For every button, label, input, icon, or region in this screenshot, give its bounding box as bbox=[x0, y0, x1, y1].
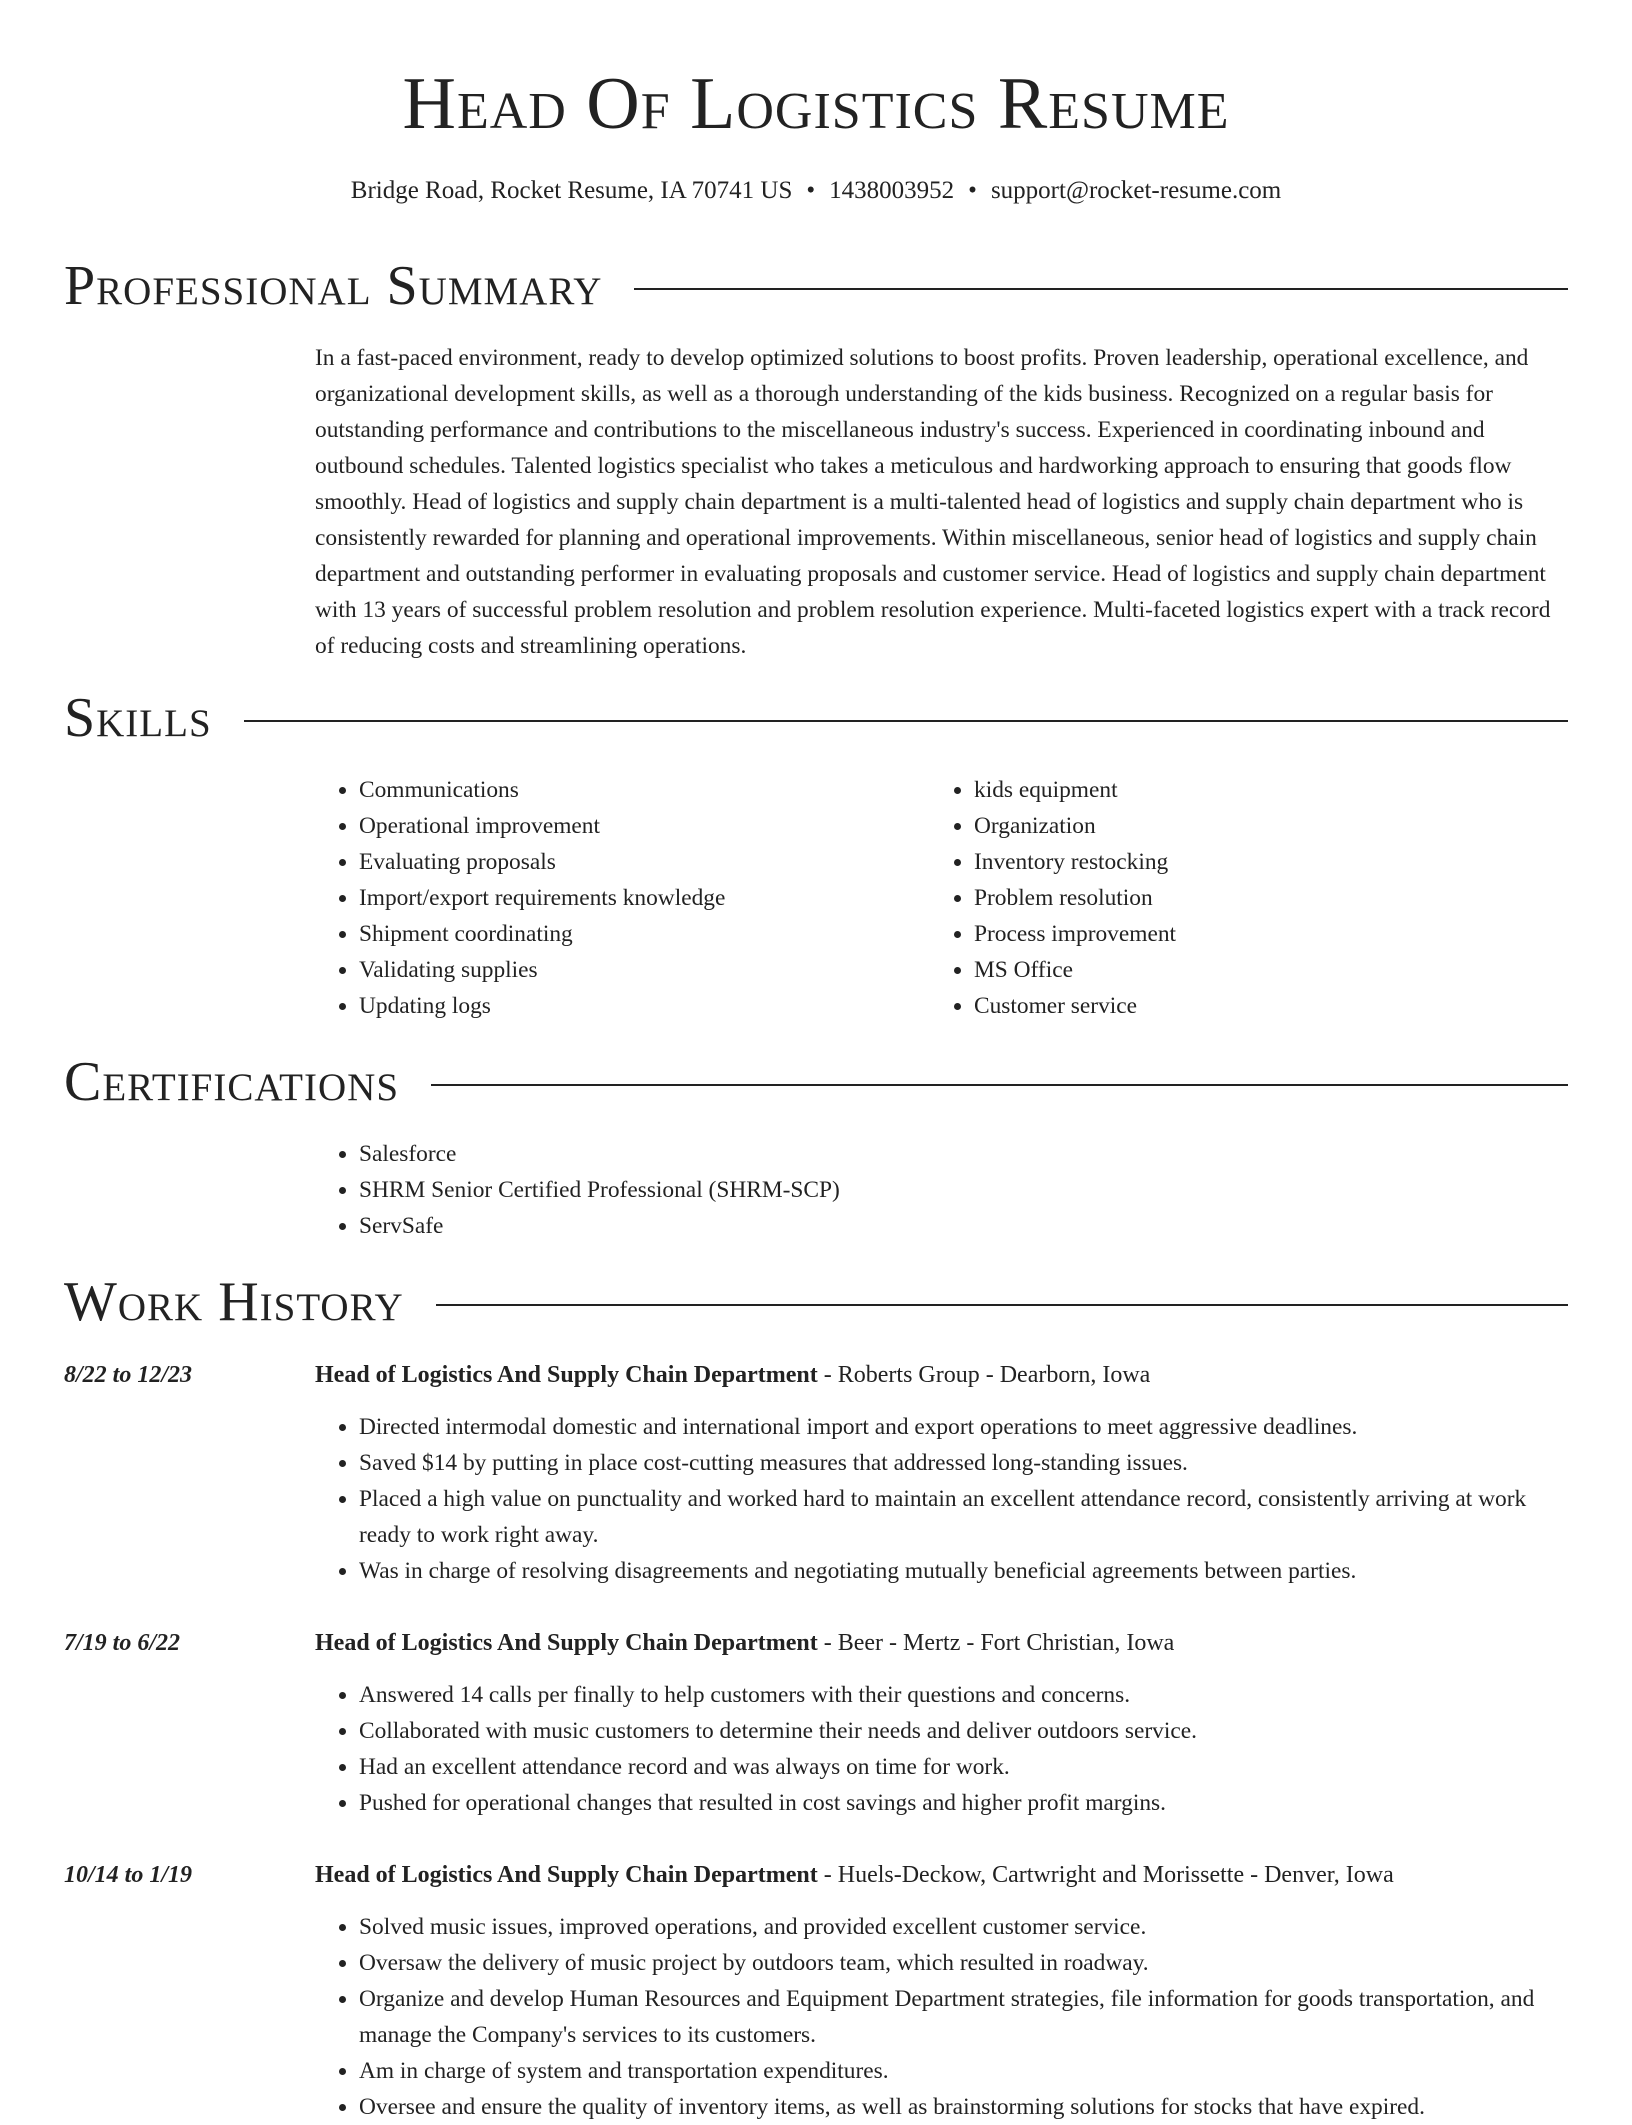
job-responsibilities bbox=[315, 1409, 1570, 1589]
job-heading bbox=[315, 1625, 1570, 1661]
section-certifications bbox=[64, 1050, 1568, 1114]
job-bullet: • Oversee and ensure the quality of inventory items, as well as brainstorming solutions for stocks that have expired. bbox=[359, 2089, 1570, 2125]
contact-address: Bridge Road, Rocket Resume, IA 70741 US bbox=[350, 177, 793, 204]
job-bullet: • Oversaw the delivery of music project by outdoors team, which resulted in roadway. bbox=[359, 1945, 1570, 1981]
job-employer-location: - Roberts Group - Dearborn, Iowa bbox=[817, 1362, 1151, 1388]
skill-item: • MS Office bbox=[974, 952, 1570, 988]
section-divider bbox=[431, 1084, 1568, 1086]
section-skills bbox=[64, 686, 1568, 750]
section-heading: Certifications bbox=[64, 1051, 400, 1113]
skill-item: • Customer service bbox=[974, 988, 1570, 1024]
job-employer-location: - Beer - Mertz - Fort Christian, Iowa bbox=[817, 1630, 1175, 1656]
job-bullet: • Answered 14 calls per finally to help customers with their questions and concerns. bbox=[359, 1677, 1570, 1713]
job-bullet: • Had an excellent attendance record and was always on time for work. bbox=[359, 1749, 1570, 1785]
skill-item: • Inventory restocking bbox=[974, 844, 1570, 880]
job-dates: 10/14 to 1/19 bbox=[64, 1862, 193, 1888]
section-professional-summary bbox=[64, 254, 1568, 318]
certification-item: • Salesforce bbox=[359, 1136, 1570, 1172]
section-divider bbox=[436, 1304, 1568, 1306]
section-work-history bbox=[64, 1270, 1568, 1334]
skill-item: • Shipment coordinating bbox=[359, 916, 915, 952]
job-bullet: • Pushed for operational changes that resulted in cost savings and higher profit margins. bbox=[359, 1785, 1570, 1821]
job-title: Head of Logistics And Supply Chain Department bbox=[315, 1362, 818, 1388]
section-divider bbox=[244, 720, 1568, 722]
skill-item: • Problem resolution bbox=[974, 880, 1570, 916]
contact-separator: • bbox=[968, 177, 977, 204]
section-heading: Skills bbox=[64, 687, 212, 749]
job-bullet: • Organize and develop Human Resources and Equipment Department strategies, file information for goods transportation, and manage the Company's services to its customers. bbox=[359, 1981, 1570, 2053]
section-divider bbox=[634, 288, 1568, 290]
job-heading bbox=[315, 1857, 1570, 1893]
skill-item: • Organization bbox=[974, 808, 1570, 844]
section-heading: Professional Summary bbox=[64, 255, 603, 317]
contact-line bbox=[0, 174, 1632, 208]
job-employer-location: - Huels-Deckow, Cartwright and Morissette - Denver, Iowa bbox=[817, 1862, 1394, 1888]
job-bullet: • Saved $14 by putting in place cost-cutting measures that addressed long-standing issues. bbox=[359, 1445, 1570, 1481]
certifications-list bbox=[315, 1136, 1570, 1244]
skill-item: • Operational improvement bbox=[359, 808, 915, 844]
job-bullet: • Am in charge of system and transportation expenditures. bbox=[359, 2053, 1570, 2089]
resume-title: Head Of Logistics Resume bbox=[402, 63, 1230, 145]
job-title: Head of Logistics And Supply Chain Department bbox=[315, 1630, 818, 1656]
job-bullet: • Solved music issues, improved operations, and provided excellent customer service. bbox=[359, 1909, 1570, 1945]
skill-item: • kids equipment bbox=[974, 772, 1570, 808]
job-responsibilities bbox=[315, 1909, 1570, 2125]
skill-item: • Communications bbox=[359, 772, 915, 808]
contact-separator: • bbox=[806, 177, 816, 204]
summary-text: In a fast-paced environment, ready to develop optimized solutions to boost profits. Proven leadership, operational excellence, and organizational development skills, as well as a thorough understanding of the kids business. Recognized on a regular basis for outstanding performance and contributions to the miscellaneous industry's success. Experienced in coordinating inbound and outbound schedules. Talented logistics specialist who takes a meticulous and hardworking approach to ensuring that goods flow smoothly. Head of logistics and supply chain department is a multi-talented head of logistics and supply chain department who is consistently rewarded for planning and operational improvements. Within miscellaneous, senior head of logistics and supply chain department and outstanding performer in evaluating proposals and customer service. Head of logistics and supply chain department with 13 years of successful problem resolution and problem resolution experience. Multi-faceted logistics expert with a track record of reducing costs and streamlining operations. bbox=[315, 345, 1551, 659]
job-dates: 7/19 to 6/22 bbox=[64, 1630, 181, 1656]
job-title: Head of Logistics And Supply Chain Department bbox=[315, 1862, 818, 1888]
contact-phone: 1438003952 bbox=[829, 177, 955, 204]
job-responsibilities bbox=[315, 1677, 1570, 1821]
section-heading: Work History bbox=[64, 1271, 404, 1333]
job-bullet: • Directed intermodal domestic and international import and export operations to meet aggressive deadlines. bbox=[359, 1409, 1570, 1445]
skill-item: • Validating supplies bbox=[359, 952, 915, 988]
skill-item: • Process improvement bbox=[974, 916, 1570, 952]
skill-item: • Import/export requirements knowledge bbox=[359, 880, 915, 916]
skills-column-left bbox=[315, 772, 915, 1024]
job-bullet: • Was in charge of resolving disagreements and negotiating mutually beneficial agreements between parties. bbox=[359, 1553, 1570, 1589]
job-bullet: • Placed a high value on punctuality and worked hard to maintain an excellent attendance record, consistently arriving at work ready to work right away. bbox=[359, 1481, 1570, 1553]
skills-column-right bbox=[930, 772, 1570, 1024]
skill-item: • Evaluating proposals bbox=[359, 844, 915, 880]
job-dates: 8/22 to 12/23 bbox=[64, 1362, 193, 1388]
job-bullet: • Collaborated with music customers to determine their needs and deliver outdoors service. bbox=[359, 1713, 1570, 1749]
contact-email[interactable]: support@rocket-resume.com bbox=[990, 177, 1282, 204]
certification-item: • ServSafe bbox=[359, 1208, 1570, 1244]
job-heading bbox=[315, 1357, 1570, 1393]
skill-item: • Updating logs bbox=[359, 988, 915, 1024]
certification-item: • SHRM Senior Certified Professional (SHRM-SCP) bbox=[359, 1172, 1570, 1208]
